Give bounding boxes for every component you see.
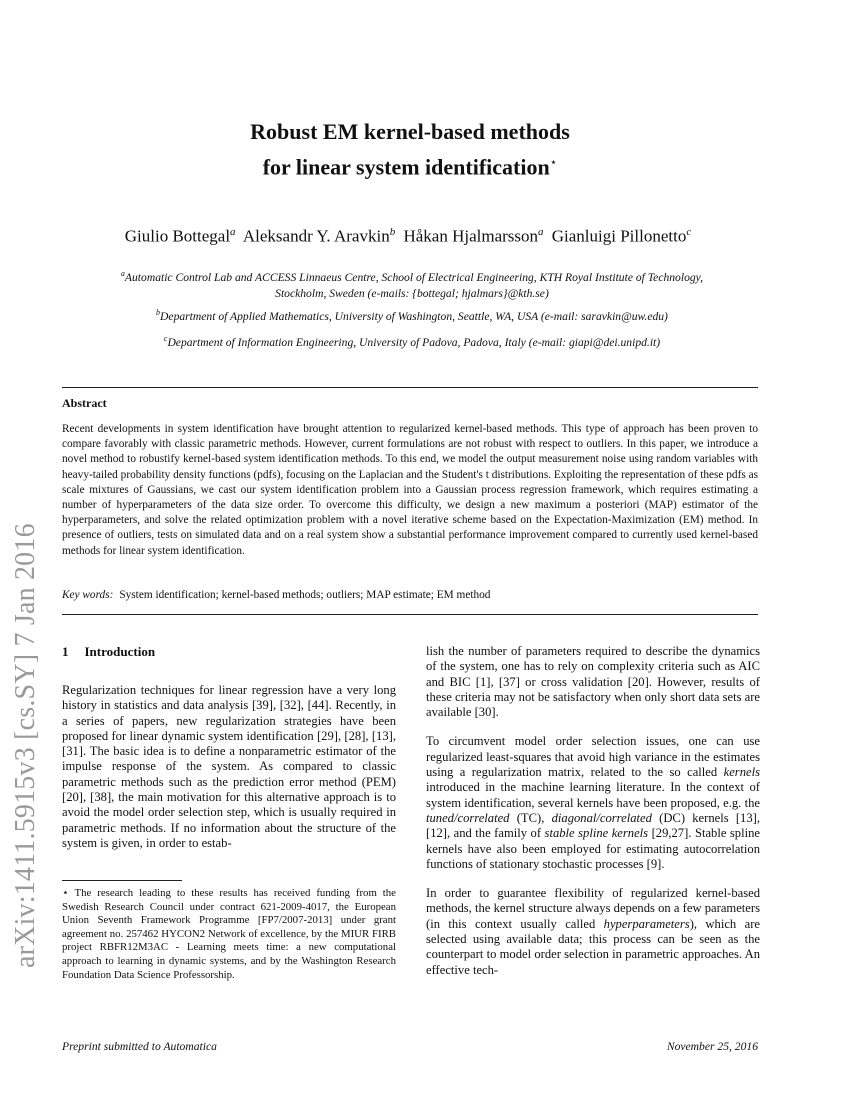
author-name: Aleksandr Y. Aravkin	[242, 226, 390, 246]
paragraph: lish the number of parameters required to describe the dynamics of the system, one has to rely on complexity criteria such as AIC and BIC [1], [37] or cross validation [20]. However, results of these criteria may not be satisfactory when only short data sets are available [30].	[426, 644, 760, 720]
affiliation-mark: b	[156, 308, 161, 317]
affiliation-text: Department of Information Engineering, University of Padova, Padova, Italy (e-mail: giapi@dei.unipd.it)	[167, 335, 661, 349]
title-footnote-mark: ⋆	[549, 155, 558, 169]
affiliation-text: Department of Applied Mathematics, University of Washington, Seattle, WA, USA (e-mail: saravkin@uw.edu)	[160, 309, 668, 323]
footnote-mark: ⋆	[62, 887, 69, 899]
paragraph	[426, 886, 760, 978]
author-name: Gianluigi Pillonetto	[551, 226, 687, 246]
keywords-bottom-rule	[62, 614, 758, 615]
affiliation-a-line-1	[62, 266, 762, 286]
section-title: Introduction	[84, 644, 156, 659]
keywords-text: System identification; kernel-based methods; outliers; MAP estimate; EM method	[119, 589, 491, 601]
emphasis: stable spline kernels	[544, 826, 649, 841]
emphasis: tuned/correlated	[426, 810, 510, 825]
footer-right: November 25, 2016	[666, 1040, 758, 1053]
paragraph: Regularization techniques for linear regression have a very long history in statistics and data analysis [39], [32], [44]. Recently, in a series of papers, new regularization strategies have been proposed for linear dynamic system identification [29], [28], [13], [31]. The basic idea is to define a nonparametric estimator of the impulse response of the system. As compared to classic parametric methods such as the prediction error method (PEM) [20], [38], the main motivation for this alternative approach is to avoid the model order selection step, which is usually required in parametric methods. If no information about the structure of the system is given, in order to estab-	[62, 683, 396, 850]
right-column	[426, 644, 760, 992]
footer-left: Preprint submitted to Automatica	[62, 1040, 217, 1053]
text-run: To circumvent model order selection issues, one can use regularized least-squares that avoid high variance in the estimates using a regularization matrix, related to the so called	[426, 734, 760, 780]
affiliation-c	[62, 331, 762, 351]
text-run: In order to guarantee flexibility of regularized kernel-based methods, the kernel structure always depends on a few parameters (in this context usually called	[426, 886, 760, 931]
paper-title	[60, 117, 760, 182]
text-run: introduced in the machine learning literature. In the context of system identification, several kernels have been proposed, e.g. the	[426, 780, 760, 810]
affiliation-mark: c	[163, 334, 168, 343]
abstract-top-rule	[62, 387, 758, 388]
paragraph	[426, 734, 760, 872]
arxiv-identifier: arXiv:1411.5915v3 [cs.SY] 7 Jan 2016	[10, 523, 41, 968]
emphasis: kernels	[723, 765, 760, 780]
title-line-2	[60, 147, 760, 182]
footnote-text: The research leading to these results has received funding from the Swedish Research Council under contract 621-2009-4017, the European Union Seventh Framework Programme [FP7/2007-2013] under grant agreement no. 257462 HYCON2 Network of excellence, by the MIUR FIRB project RBFR12M3AC - Learning meets time: a new computational approach to learning in dynamic systems, and by the Washington Research Foundation Data Science Professorship.	[62, 887, 396, 981]
author-affiliation-mark: a	[230, 226, 236, 238]
author-affiliation-mark: a	[538, 226, 544, 238]
author-affiliation-mark: c	[686, 226, 692, 238]
abstract-heading: Abstract	[62, 396, 107, 410]
affiliation-a	[62, 266, 762, 302]
author-name: Giulio Bottegal	[124, 226, 231, 246]
author-affiliation-mark: b	[389, 226, 396, 238]
keywords-label: Key words:	[62, 589, 114, 601]
affiliation-b	[62, 305, 762, 325]
text-run: [29,27]. Stable spline kernels have also been employed for estimating autocorrelation functions of stationary stochastic processes [9].	[426, 826, 760, 871]
author-name: Håkan Hjalmarsson	[403, 226, 539, 246]
text-run: (DC) kernels [13], [12], and the family of	[426, 810, 760, 841]
footnote-rule	[62, 880, 182, 881]
section-heading	[62, 644, 155, 660]
affiliation-a-line-2: Stockholm, Sweden (e-mails: {bottegal; hjalmars}@kth.se)	[275, 286, 549, 300]
author-list	[40, 226, 780, 247]
text-run: (TC),	[509, 810, 552, 825]
affiliation-text: Automatic Control Lab and ACCESS Linnaeus Centre, School of Electrical Engineering, KTH Royal Institute of Technology,	[124, 270, 704, 284]
emphasis: hyperparameters	[603, 916, 690, 931]
emphasis: diagonal/correlated	[551, 810, 652, 825]
section-number: 1	[62, 644, 69, 659]
abstract-text: Recent developments in system identification have brought attention to regularized kernel-based methods. This type of approach has been proven to compare favorably with classic parametric methods. However, current formulations are not robust with respect to outliers. In this paper, we introduce a novel method to robustify kernel-based system identification methods. To this end, we model the output measurement noise using random variables with heavy-tailed probability density functions (pdfs), focusing on the Laplacian and the Student's t distributions. Exploiting the representation of these pdfs as scale mixtures of Gaussians, we cast our system identification problem into a Gaussian process regression framework, which requires estimating a number of hyperparameters of the data size order. To overcome this difficulty, we design a new maximum a posteriori (MAP) estimator of the hyperparameters, and solve the related optimization problem with a novel iterative scheme based on the Expectation-Maximization (EM) method. In presence of outliers, tests on simulated data and on a real system show a substantial performance improvement compared to currently used kernel-based methods for linear system identification.	[62, 423, 758, 557]
footnote	[62, 887, 396, 982]
affiliation-mark: a	[120, 269, 125, 278]
keywords	[62, 589, 758, 601]
title-line-1: Robust EM kernel-based methods	[250, 119, 570, 144]
text-run: ), which are selected using available data; this process can be seen as the counterpart to model order selection in parametric approaches. An effective tech-	[426, 916, 760, 977]
title-line-2-text: for linear system identification	[262, 154, 550, 180]
left-column	[62, 683, 396, 865]
